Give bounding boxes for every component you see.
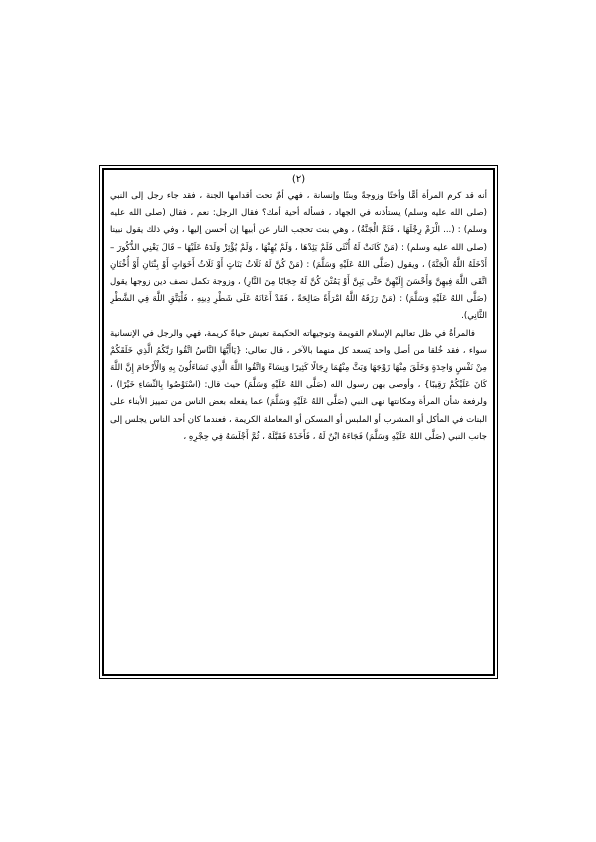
page-number: (٢)	[291, 174, 306, 185]
paragraph-1: أنه قد كرم المرأة أمًّا وأختًا وزوجةً وبنتًا وإنسانة ، فهي أمٌ تحت أقدامها الجنة ، فقد جاء رجل إلى النبي (صلى الله عليه وسلم) يستأذنه في الجهاد ، فسأله أحية أمك؟ فقال الرجل: نعم ، فقال (صلى الله عليه وسلم) : (... الْزَمْ رِجْلَهَا ، فَثَمَّ الْجَنَّةُ) ، وهي بنت تحجب النار عن أبيها إن أحسن إليها ، وفي ذلك يقول نبينا (صلى الله عليه وسلم) : (مَنْ كَانَتْ لَهُ أُنْثَى فَلَمْ يَئِدْهَا ، وَلَمْ يُهِنْهَا ، وَلَمْ يُؤْثِرْ وَلَدَهُ عَلَيْهَا – قَالَ يَعْنِي الذُّكُورَ – أَدْخَلَهُ اللَّهُ الْجَنَّةَ) ، ويقول (صَلَّى اللهُ عَلَيْهِ وَسَلَّمَ) : (مَنْ كُنَّ لَهُ ثَلَاثُ بَنَاتٍ أَوْ ثَلَاثُ أَخَوَاتٍ أَوْ بِنْتَانِ أَوْ أُخْتَانِ اتَّقَى اللَّهَ فِيهِنَّ وَأَحْسَنَ إِلَيْهِنَّ حَتَّى يَبِنَّ أَوْ يَمُتْنَ كُنَّ لَهُ حِجَابًا مِنَ النَّارِ) ، وزوجة تكمل نصف دين زوجها يقول (صَلَّى اللهُ عَلَيْهِ وَسَلَّمَ) : (مَنْ رَزَقَهُ اللَّهُ امْرَأَةً صَالِحَةً ، فَقَدْ أَعَانَهُ عَلَى شَطْرِ دِينِهِ ، فَلْيَتَّقِ اللَّهَ فِي الشَّطْرِ الثَّانِي).	[110, 191, 487, 322]
body-text	[110, 188, 487, 670]
page-frame	[102, 168, 495, 676]
paragraph-2: فالمرأةُ في ظل تعاليم الإسلام القويمة وتوجيهاته الحكيمة تعيش حياةً كريمة، فهي والرجل في الإنسانية سواء ، فقد خُلقا من أصل واحد يَسعد كل منهما بالآخر ، قال تعالى: {يَاأَيُّهَا النَّاسُ اتَّقُوا رَبَّكُمُ الَّذِي خَلَقَكُمْ مِنْ نَفْسٍ وَاحِدَةٍ وَخَلَقَ مِنْهَا زَوْجَهَا وَبَثَّ مِنْهُمَا رِجَالًا كَثِيرًا وَنِسَاءً وَاتَّقُوا اللَّهَ الَّذِي تَسَاءَلُونَ بِهِ وَالْأَرْحَامَ إِنَّ اللَّهَ كَانَ عَلَيْكُمْ رَقِيبًا} ، وأوصى بهن رسول الله (صَلَّى اللهُ عَلَيْهِ وَسَلَّمَ) حيث قال: (اسْتَوْصُوا بِالنِّسَاءِ خَيْرًا) ، ولرفعة شأن المرأة ومكانتها نهى النبي (صَلَّى اللهُ عَلَيْهِ وَسَلَّمَ) عما يفعله بعض الناس من تمييز الأبناء على البنات في المأكل أو المشرب أو الملبس أو المسكن أو المعاملة الكريمة ، فعندما كان أحد الناس يجلس إلى جانب النبي (صَلَّى اللهُ عَلَيْهِ وَسَلَّمَ) فَجَاءَهُ ابْنٌ لَهُ ، فَأَخَذَهُ فَقَبَّلَهُ ، ثُمَّ أَجْلَسَهُ فِي حِجْرِهِ ،	[110, 328, 487, 442]
